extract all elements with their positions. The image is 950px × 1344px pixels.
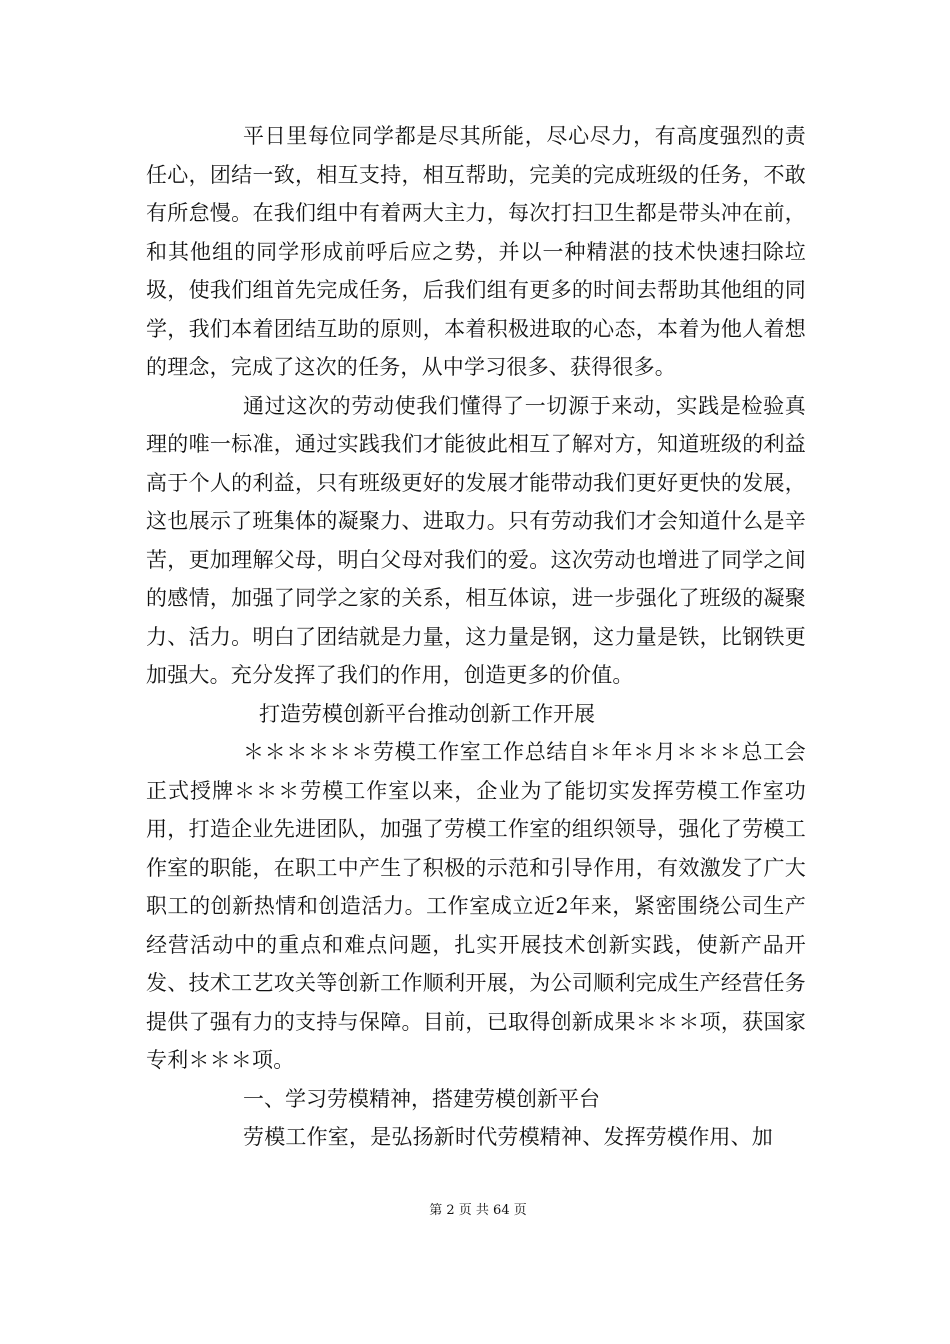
- section-title: 打造劳模创新平台推动创新工作开展: [259, 701, 595, 726]
- paragraph-4: 劳模工作室，是弘扬新时代劳模精神、发挥劳模作用、加: [243, 1125, 773, 1149]
- section-heading: 一、学习劳模精神，搭建劳模创新平台: [243, 1086, 600, 1111]
- paragraph-3: ＊＊＊＊＊＊劳模工作室工作总结自＊年＊月＊＊＊总工会正式授牌＊＊＊劳模工作室以来，企业为了能切实发挥劳模工作室功用，打造企业先进团队，加强了劳模工作室的组织领导，强化了劳模工作室的职能，在职工中产生了积极的示范和引导作用，有效激发了广大职工的创新热情和创造活力。工作室成立近2年来，紧密围绕公司生产经营活动中的重点和难点问题，扎实开展技术创新实践，使新产品开发、技术工艺攻关等创新工作顺利开展，为公司顺利完成生产经营任务提供了强有力的支持与保障。目前，已取得创新成果＊＊＊项，获国家专利＊＊＊项。: [146, 740, 806, 1072]
- document-body: [146, 117, 806, 1157]
- paragraph-2: 通过这次的劳动使我们懂得了一切源于来动，实践是检验真理的唯一标准，通过实践我们才能彼此相互了解对方，知道班级的利益高于个人的利益，只有班级更好的发展才能带动我们更好更快的发展，这也展示了班集体的凝聚力、进取力。只有劳动我们才会知道什么是辛苦，更加理解父母，明白父母对我们的爱。这次劳动也增进了同学之间的感情，加强了同学之家的关系，相互体谅，进一步强化了班级的凝聚力、活力。明白了团结就是力量，这力量是钢，这力量是铁，比钢铁更加强大。充分发挥了我们的作用，创造更多的价值。: [146, 393, 806, 687]
- paragraph-1: 平日里每位同学都是尽其所能，尽心尽力，有高度强烈的责任心，团结一致，相互支持，相互帮助，完美的完成班级的任务，不敢有所怠慢。在我们组中有着两大主力，每次打扫卫生都是带头冲在前，和其他组的同学形成前呼后应之势，并以一种精湛的技术快速扫除垃圾，使我们组首先完成任务，后我们组有更多的时间去帮助其他组的同学，我们本着团结互助的原则，本着积极进取的心态，本着为他人着想的理念，完成了这次的任务，从中学习很多、获得很多。: [146, 124, 806, 379]
- page-number-footer: 第 2 页 共 64 页: [429, 1203, 527, 1218]
